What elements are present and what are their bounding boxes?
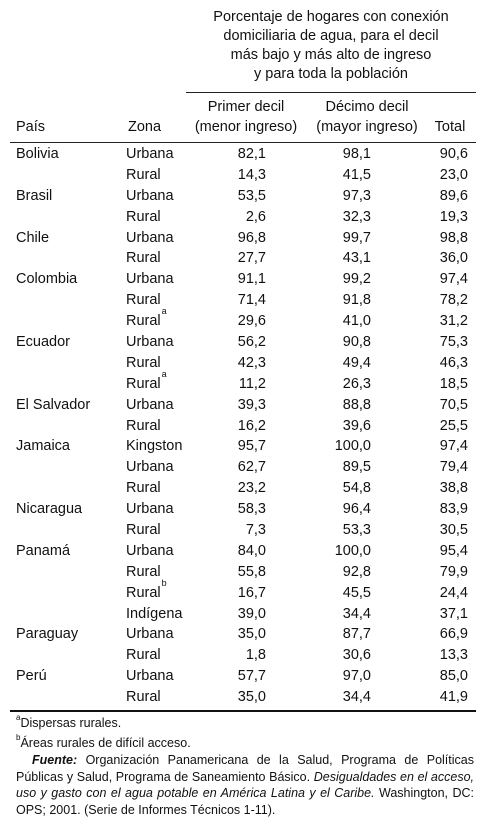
zone-cell <box>126 478 161 499</box>
zone-cell <box>126 645 161 666</box>
first-decile-cell: 29,6 <box>237 313 266 330</box>
source-title: Desigualdades en el acceso, uso y gasto con el agua potable en América Latina y el Caribe. <box>16 769 475 801</box>
country-cell: Paraguay <box>16 626 79 643</box>
tenth-decile-cell: 100,0 <box>334 542 371 559</box>
country-cell: Brasil <box>16 187 53 204</box>
country-cell: Colombia <box>16 271 78 288</box>
zone-cell <box>126 353 161 374</box>
first-decile-cell: 96,8 <box>237 229 266 246</box>
col-first-decile-line1: Primer decil <box>207 99 285 115</box>
first-decile-cell: 71,4 <box>237 292 266 309</box>
zone-label: Rural <box>126 480 161 497</box>
total-cell: 78,2 <box>439 292 468 309</box>
first-decile-cell: 7,3 <box>245 522 266 539</box>
zone-label: Rural <box>126 292 161 309</box>
first-decile-cell: 14,3 <box>237 166 266 183</box>
table-body <box>0 144 480 708</box>
table-row <box>0 499 480 520</box>
zone-label: Urbana <box>126 146 174 162</box>
zone-label: Urbana <box>126 334 174 351</box>
zone-label: Urbana <box>126 229 174 246</box>
zone-label: Urbana <box>126 459 174 476</box>
tenth-decile-cell: 26,3 <box>342 375 371 392</box>
zone-cell <box>126 520 161 541</box>
zone-cell <box>126 457 174 478</box>
zone-footnote-mark: b <box>161 577 167 588</box>
total-cell: 95,4 <box>439 542 468 559</box>
first-decile-cell: 53,5 <box>237 187 266 204</box>
zone-label: Rural <box>126 584 161 601</box>
table-row <box>0 395 480 416</box>
total-cell: 36,0 <box>439 250 468 267</box>
group-header-line: y para toda la población <box>254 66 408 82</box>
tenth-decile-cell: 43,1 <box>342 250 371 267</box>
table-row <box>0 645 480 666</box>
tenth-decile-cell: 99,2 <box>342 271 371 288</box>
total-cell: 70,5 <box>439 396 468 413</box>
header-bottom-rule <box>10 142 476 143</box>
col-tenth-decile-line2: (mayor ingreso) <box>316 119 418 135</box>
first-decile-cell: 56,2 <box>237 334 266 351</box>
table-row <box>0 144 480 165</box>
col-pais: País <box>16 119 46 135</box>
group-header-rule <box>186 92 476 93</box>
tenth-decile-cell: 49,4 <box>342 354 371 371</box>
total-cell: 46,3 <box>439 354 468 371</box>
zone-cell <box>126 577 167 604</box>
zone-label: Urbana <box>126 626 174 643</box>
table-row <box>0 577 480 604</box>
first-decile-cell: 62,7 <box>237 459 266 476</box>
zone-label: Rural <box>126 354 161 371</box>
zone-label: Urbana <box>126 187 174 204</box>
footnotes <box>16 712 474 818</box>
zone-label: Indígena <box>126 605 183 622</box>
zone-label: Urbana <box>126 668 174 685</box>
country-cell: Perú <box>16 668 47 685</box>
tenth-decile-cell: 100,0 <box>334 438 371 455</box>
total-cell: 79,9 <box>439 563 468 580</box>
country-cell: Nicaragua <box>16 501 83 518</box>
tenth-decile-cell: 92,8 <box>342 563 371 580</box>
first-decile-cell: 91,1 <box>237 271 266 288</box>
first-decile-cell: 35,0 <box>237 689 266 706</box>
zone-cell <box>126 144 174 165</box>
total-cell: 79,4 <box>439 459 468 476</box>
tenth-decile-cell: 39,6 <box>342 417 371 434</box>
table-row <box>0 290 480 311</box>
zone-cell <box>126 332 174 353</box>
tenth-decile-cell: 98,1 <box>342 146 371 162</box>
source-note <box>16 752 474 818</box>
table-row <box>0 562 480 583</box>
zone-label: Rural <box>126 417 161 434</box>
zone-cell <box>126 269 174 290</box>
table-row <box>0 228 480 249</box>
table-row <box>0 457 480 478</box>
zone-cell <box>126 499 174 520</box>
table-row <box>0 666 480 687</box>
table-row <box>0 416 480 437</box>
footnote-b-text: Áreas rurales de difícil acceso. <box>20 735 191 750</box>
first-decile-cell: 2,6 <box>245 208 266 225</box>
total-cell: 37,1 <box>439 605 468 622</box>
zone-label: Rural <box>126 522 161 539</box>
table-row <box>0 332 480 353</box>
col-total: Total <box>434 119 466 135</box>
zone-label: Rural <box>126 250 161 267</box>
tenth-decile-cell: 41,0 <box>342 313 371 330</box>
table-row <box>0 269 480 290</box>
zone-cell <box>126 436 182 457</box>
group-header-line: más bajo y más alto de ingreso <box>230 47 432 63</box>
total-cell: 75,3 <box>439 334 468 351</box>
footnote-b-mark: b <box>16 732 21 742</box>
first-decile-cell: 82,1 <box>237 146 266 162</box>
total-cell: 19,3 <box>439 208 468 225</box>
group-header-line: Porcentaje de hogares con conexión <box>213 9 449 25</box>
footnote-b <box>16 732 474 752</box>
zone-cell <box>126 395 174 416</box>
table-row <box>0 353 480 374</box>
first-decile-cell: 1,8 <box>245 647 266 664</box>
total-cell: 89,6 <box>439 187 468 204</box>
col-tenth-decile-line1: Décimo decil <box>325 99 409 115</box>
zone-label: Urbana <box>126 396 174 413</box>
tenth-decile-cell: 90,8 <box>342 334 371 351</box>
tenth-decile-cell: 32,3 <box>342 208 371 225</box>
zone-cell <box>126 562 161 583</box>
table-row <box>0 478 480 499</box>
zone-cell <box>126 604 182 625</box>
first-decile-cell: 23,2 <box>237 480 266 497</box>
zone-label: Rural <box>126 166 161 183</box>
tenth-decile-cell: 88,8 <box>342 396 371 413</box>
total-cell: 97,4 <box>439 271 468 288</box>
tenth-decile-cell: 53,3 <box>342 522 371 539</box>
tenth-decile-cell: 34,4 <box>342 605 371 622</box>
table-row <box>0 248 480 269</box>
zone-label: Urbana <box>126 542 174 559</box>
table-row <box>0 624 480 645</box>
group-header-line: domiciliaria de agua, para el decil <box>223 28 439 44</box>
first-decile-cell: 16,2 <box>237 417 266 434</box>
zone-cell <box>126 416 161 437</box>
zone-cell <box>126 541 174 562</box>
first-decile-cell: 39,0 <box>237 605 266 622</box>
zone-cell <box>126 207 161 228</box>
country-cell: Jamaica <box>16 438 70 455</box>
first-decile-cell: 84,0 <box>237 542 266 559</box>
first-decile-cell: 42,3 <box>237 354 266 371</box>
zone-cell <box>126 165 161 186</box>
col-first-decile-line2: (menor ingreso) <box>194 119 298 135</box>
table-row <box>0 165 480 186</box>
zone-cell <box>126 228 174 249</box>
zone-cell <box>126 666 174 687</box>
source-label: Fuente: <box>32 753 78 768</box>
zone-label: Urbana <box>126 271 174 288</box>
first-decile-cell: 39,3 <box>237 396 266 413</box>
table-row <box>0 687 480 708</box>
zone-label: Rural <box>126 689 161 706</box>
first-decile-cell: 55,8 <box>237 563 266 580</box>
table-row <box>0 368 480 395</box>
total-cell: 83,9 <box>439 501 468 518</box>
first-decile-cell: 57,7 <box>237 668 266 685</box>
table-row <box>0 436 480 457</box>
zone-cell <box>126 186 174 207</box>
col-zona: Zona <box>128 119 162 135</box>
tenth-decile-cell: 87,7 <box>342 626 371 643</box>
tenth-decile-cell: 54,8 <box>342 480 371 497</box>
tenth-decile-cell: 97,0 <box>342 668 371 685</box>
footnote-a <box>16 712 474 732</box>
tenth-decile-cell: 91,8 <box>342 292 371 309</box>
zone-label: Rural <box>126 208 161 225</box>
total-cell: 98,8 <box>439 229 468 246</box>
total-cell: 85,0 <box>439 668 468 685</box>
zone-label: Rural <box>126 313 161 330</box>
zone-footnote-mark: a <box>161 306 167 317</box>
tenth-decile-cell: 34,4 <box>342 689 371 706</box>
footnote-a-text: Dispersas rurales. <box>20 716 122 731</box>
zone-label: Kingston <box>126 438 183 455</box>
zone-label: Rural <box>126 375 161 392</box>
zone-label: Rural <box>126 563 161 580</box>
country-cell: Chile <box>16 229 50 246</box>
group-header <box>186 8 476 84</box>
footnote-a-mark: a <box>16 713 21 722</box>
total-cell: 23,0 <box>439 166 468 183</box>
total-cell: 38,8 <box>439 480 468 497</box>
zone-cell <box>126 687 161 708</box>
tenth-decile-cell: 96,4 <box>342 501 371 518</box>
total-cell: 66,9 <box>439 626 468 643</box>
zone-cell <box>126 624 174 645</box>
zone-cell <box>126 368 167 395</box>
total-cell: 25,5 <box>439 417 468 434</box>
tenth-decile-cell: 99,7 <box>342 229 371 246</box>
total-cell: 24,4 <box>439 584 468 601</box>
table-row <box>0 520 480 541</box>
zone-cell <box>126 290 161 311</box>
first-decile-cell: 58,3 <box>237 501 266 518</box>
zone-footnote-mark: a <box>161 368 167 379</box>
total-cell: 18,5 <box>439 375 468 392</box>
tenth-decile-cell: 45,5 <box>342 584 371 601</box>
source-text-2: Washington, DC: OPS; 2001. (Serie de Informes Técnicos 1-11). <box>16 786 474 817</box>
tenth-decile-cell: 30,6 <box>342 647 371 664</box>
total-cell: 97,4 <box>439 438 468 455</box>
country-cell: Ecuador <box>16 334 71 351</box>
total-cell: 13,3 <box>439 647 468 664</box>
total-cell: 90,6 <box>439 146 468 162</box>
first-decile-cell: 16,7 <box>237 584 266 601</box>
total-cell: 41,9 <box>439 689 468 706</box>
total-cell: 31,2 <box>439 313 468 330</box>
zone-cell <box>126 306 167 332</box>
zone-cell <box>126 248 161 269</box>
first-decile-cell: 11,2 <box>238 375 266 392</box>
table-row <box>0 604 480 625</box>
first-decile-cell: 27,7 <box>237 250 266 267</box>
zone-label: Rural <box>126 647 161 664</box>
table-row <box>0 306 480 332</box>
total-cell: 30,5 <box>439 522 468 539</box>
zone-label: Urbana <box>126 501 174 518</box>
table-row <box>0 541 480 562</box>
tenth-decile-cell: 97,3 <box>342 187 371 204</box>
table-row <box>0 207 480 228</box>
tenth-decile-cell: 89,5 <box>342 459 371 476</box>
country-cell: El Salvador <box>16 396 91 413</box>
country-cell: Bolivia <box>16 146 59 162</box>
table-row <box>0 186 480 207</box>
source-text-1: Organización Panamericana de la Salud, Programa de Políticas Públicas y Salud, Programa de Saneamiento Básico. <box>16 753 474 784</box>
first-decile-cell: 35,0 <box>237 626 266 643</box>
first-decile-cell: 95,7 <box>237 438 266 455</box>
tenth-decile-cell: 41,5 <box>342 166 371 183</box>
country-cell: Panamá <box>16 542 71 559</box>
